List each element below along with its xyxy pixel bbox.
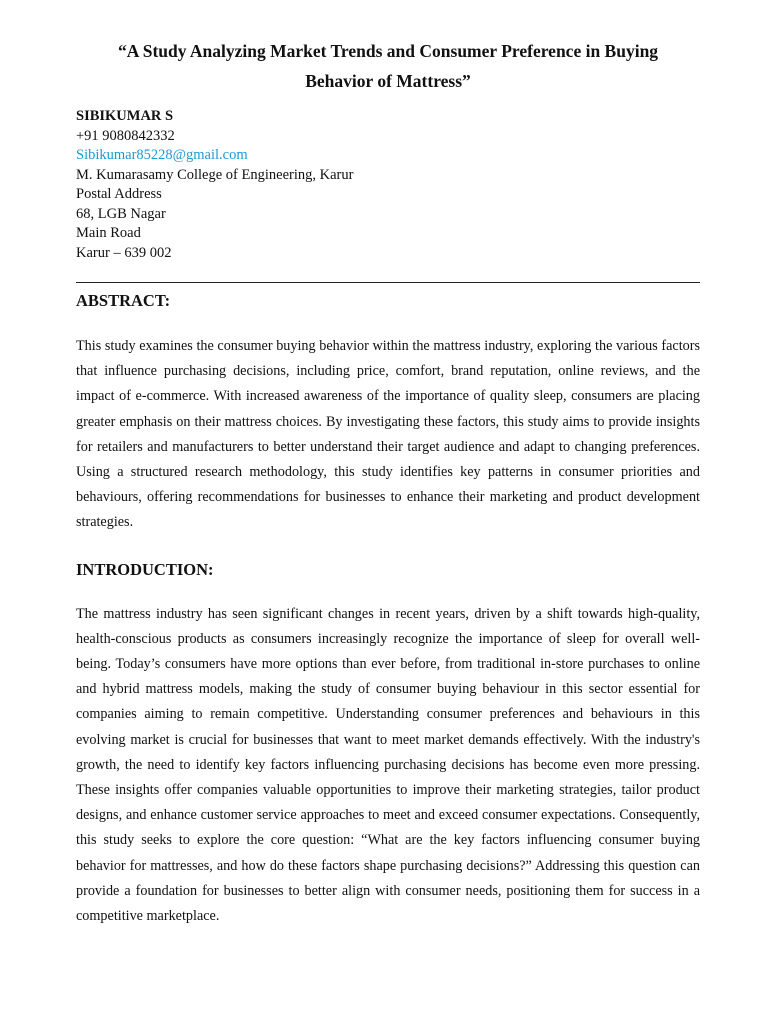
author-email-link[interactable]: Sibikumar85228@gmail.com: [76, 147, 248, 163]
author-institution: M. Kumarasamy College of Engineering, Karur: [76, 166, 354, 183]
address-line-1: 68, LGB Nagar: [76, 205, 166, 222]
abstract-heading: ABSTRACT:: [76, 291, 171, 310]
section-divider: [76, 282, 700, 283]
author-name: SIBIKUMAR S: [76, 108, 174, 124]
paper-title: [76, 36, 700, 96]
address-label: Postal Address: [76, 186, 162, 202]
title-line-1: “A Study Analyzing Market Trends and Consumer Preference in Buying: [117, 41, 659, 61]
title-line-2: Behavior of Mattress”: [305, 71, 471, 91]
introduction-heading: INTRODUCTION:: [76, 559, 214, 579]
author-block: [76, 107, 700, 263]
introduction-text: The mattress industry has seen significant changes in recent years, driven by a shift towards high-quality, health-conscious products as consumers increasingly recognize the importance of sleep for overall well-being. Today’s consumers have more options than ever before, from traditional in-store purchases to online and hybrid mattress models, making the study of consumer buying behaviour in this sector essential for companies aiming to remain competitive. Understanding consumer preferences and behaviours in this evolving market is crucial for businesses that want to meet market demands effectively. With the industry's growth, the need to identify key factors influencing purchasing decisions has become even more pressing. These insights offer companies valuable opportunities to improve their marketing strategies, tailor product designs, and enhance customer service approaches to meet and exceed consumer expectations. Consequently, this study seeks to explore the core question: “What are the key factors influencing consumer buying behavior for mattresses, and how do these factors shape purchasing decisions?” Addressing this question can provide a foundation for businesses to better align with consumer needs, positioning them for success in a competitive marketplace.: [76, 605, 700, 925]
abstract-text: This study examines the consumer buying behavior within the mattress industry, exploring the various factors that influence purchasing decisions, including price, comfort, brand reputation, online reviews, and the impact of e-commerce. With increased awareness of the importance of quality sleep, consumers are placing greater emphasis on their mattress choices. By investigating these factors, this study aims to provide insights for retailers and manufacturers to better understand their target audience and adapt to changing preferences. Using a structured research methodology, this study identifies key patterns in consumer priorities and behaviours, offering recommendations for businesses to enhance their marketing and product development strategies.: [76, 338, 700, 531]
address-line-3: Karur – 639 002: [76, 244, 172, 261]
address-line-2: Main Road: [76, 225, 141, 241]
author-phone: +91 9080842332: [76, 127, 175, 144]
paper-page: [76, 36, 700, 929]
